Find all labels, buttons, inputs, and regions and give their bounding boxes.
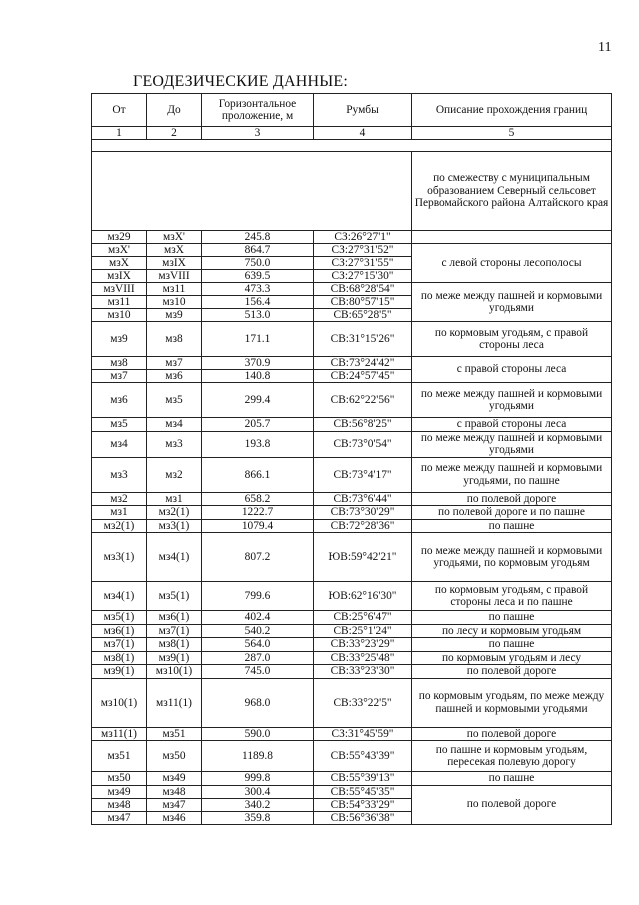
to-cell: мз3 — [147, 431, 202, 457]
description-cell: по полевой дороге — [412, 785, 612, 824]
table-row — [92, 506, 612, 520]
bearing-cell: СВ:56°36'38" — [314, 811, 412, 824]
to-cell: мз1 — [147, 492, 202, 506]
table-row — [92, 231, 612, 244]
distance-cell: 968.0 — [202, 678, 314, 727]
from-cell: мз5(1) — [92, 611, 147, 625]
distance-cell: 359.8 — [202, 811, 314, 824]
description-cell — [412, 231, 612, 244]
table-row — [92, 533, 612, 582]
bearing-cell: ЮВ:59°42'21" — [314, 533, 412, 582]
to-cell: мзX — [147, 244, 202, 257]
distance-cell: 745.0 — [202, 665, 314, 679]
description-cell: по пашне — [412, 638, 612, 652]
empty-cell — [92, 152, 412, 231]
to-cell: мз2 — [147, 457, 202, 492]
description-cell: по полевой дороге — [412, 492, 612, 506]
description-cell: по пашне — [412, 772, 612, 786]
to-cell: мз47 — [147, 798, 202, 811]
table-row — [92, 638, 612, 652]
to-cell: мз11(1) — [147, 678, 202, 727]
from-cell: мз8 — [92, 357, 147, 370]
distance-cell: 473.3 — [202, 283, 314, 296]
distance-cell: 140.8 — [202, 370, 314, 383]
table-row — [92, 785, 612, 798]
bearing-cell: СВ:80°57'15" — [314, 296, 412, 309]
from-cell: мз10 — [92, 309, 147, 322]
bearing-cell: СВ:73°30'29" — [314, 506, 412, 520]
document-title: ГЕОДЕЗИЧЕСКИЕ ДАННЫЕ: — [133, 73, 349, 90]
bearing-cell: ЮВ:62°16'30" — [314, 582, 412, 611]
table-row — [92, 519, 612, 533]
blank-cell — [92, 140, 612, 152]
from-cell: мз7(1) — [92, 638, 147, 652]
to-cell: мз4(1) — [147, 533, 202, 582]
to-cell: мзIX — [147, 257, 202, 270]
bearing-cell: СВ:56°8'25" — [314, 418, 412, 432]
from-cell: мз2 — [92, 492, 147, 506]
to-cell: мз5(1) — [147, 582, 202, 611]
bearing-cell: СВ:24°57'45" — [314, 370, 412, 383]
bearing-cell: СВ:25°1'24" — [314, 624, 412, 638]
distance-cell: 1189.8 — [202, 741, 314, 772]
to-cell: мз2(1) — [147, 506, 202, 520]
from-cell: мз6 — [92, 383, 147, 418]
to-cell: мз9(1) — [147, 651, 202, 665]
description-cell: по меже между пашней и кормовыми угодьями, по кормовым угодьям — [412, 533, 612, 582]
description-cell: по пашне — [412, 519, 612, 533]
bearing-cell: СВ:62°22'56" — [314, 383, 412, 418]
bearing-cell: СВ:72°28'36" — [314, 519, 412, 533]
description-cell: с левой стороны лесополосы — [412, 244, 612, 283]
bearing-cell: СВ:68°28'54" — [314, 283, 412, 296]
to-cell: мз3(1) — [147, 519, 202, 533]
table-row — [92, 322, 612, 357]
bearing-cell: СВ:65°28'5" — [314, 309, 412, 322]
description-cell: по пашне и кормовым угодьям, пересекая полевую дорогу — [412, 741, 612, 772]
to-cell: мз6(1) — [147, 611, 202, 625]
from-cell: мз47 — [92, 811, 147, 824]
description-cell: по кормовым угодьям, с правой стороны леса — [412, 322, 612, 357]
from-cell: мз4 — [92, 431, 147, 457]
col-number: 2 — [147, 127, 202, 140]
bearing-cell: СЗ:27°15'30" — [314, 270, 412, 283]
description-cell: по кормовым угодьям, по меже между пашней и кормовыми угодьями — [412, 678, 612, 727]
column-number-row — [92, 127, 612, 140]
from-cell: мз7 — [92, 370, 147, 383]
bearing-cell: СВ:55°39'13" — [314, 772, 412, 786]
from-cell: мз3(1) — [92, 533, 147, 582]
bearing-cell: СЗ:27°31'52" — [314, 244, 412, 257]
distance-cell: 1079.4 — [202, 519, 314, 533]
bearing-cell: СВ:33°25'48" — [314, 651, 412, 665]
blank-row — [92, 140, 612, 152]
from-cell: мз29 — [92, 231, 147, 244]
from-cell: мз48 — [92, 798, 147, 811]
table-row — [92, 727, 612, 741]
table-row — [92, 582, 612, 611]
description-cell: по меже между пашней и кормовыми угодьями, по пашне — [412, 457, 612, 492]
to-cell: мз9 — [147, 309, 202, 322]
to-cell: мз11 — [147, 283, 202, 296]
from-cell: мз8(1) — [92, 651, 147, 665]
distance-cell: 807.2 — [202, 533, 314, 582]
from-cell: мзX — [92, 257, 147, 270]
description-cell: по пашне — [412, 611, 612, 625]
from-cell: мз49 — [92, 785, 147, 798]
to-cell: мз46 — [147, 811, 202, 824]
header-description: Описание прохождения границ — [412, 94, 612, 127]
description-cell: по полевой дороге — [412, 665, 612, 679]
description-cell: по меже между пашней и кормовыми угодьями — [412, 283, 612, 322]
distance-cell: 864.7 — [202, 244, 314, 257]
intro-description: по смежеству с муниципальным образованием Северный сельсовет Первомайского района Алтайского края — [412, 152, 612, 231]
from-cell: мз11 — [92, 296, 147, 309]
from-cell: мзVIII — [92, 283, 147, 296]
distance-cell: 799.6 — [202, 582, 314, 611]
table-row — [92, 651, 612, 665]
to-cell: мз6 — [147, 370, 202, 383]
to-cell: мз7(1) — [147, 624, 202, 638]
distance-cell: 639.5 — [202, 270, 314, 283]
table-row — [92, 741, 612, 772]
bearing-cell: СВ:33°23'29" — [314, 638, 412, 652]
distance-cell: 205.7 — [202, 418, 314, 432]
to-cell: мз10 — [147, 296, 202, 309]
bearing-cell: СЗ:27°31'55" — [314, 257, 412, 270]
to-cell: мз48 — [147, 785, 202, 798]
distance-cell: 340.2 — [202, 798, 314, 811]
table-row — [92, 383, 612, 418]
distance-cell: 513.0 — [202, 309, 314, 322]
table-row — [92, 283, 612, 296]
table-row — [92, 678, 612, 727]
distance-cell: 402.4 — [202, 611, 314, 625]
table-row — [92, 665, 612, 679]
description-cell: по полевой дороге — [412, 727, 612, 741]
bearing-cell: СВ:73°24'42" — [314, 357, 412, 370]
header-from: От — [92, 94, 147, 127]
bearing-cell: СВ:25°6'47" — [314, 611, 412, 625]
bearing-cell: СВ:31°15'26" — [314, 322, 412, 357]
bearing-cell: СВ:73°6'44" — [314, 492, 412, 506]
distance-cell: 287.0 — [202, 651, 314, 665]
distance-cell: 193.8 — [202, 431, 314, 457]
to-cell: мзVIII — [147, 270, 202, 283]
from-cell: мз6(1) — [92, 624, 147, 638]
description-cell: с правой стороны леса — [412, 357, 612, 383]
bearing-cell: СВ:55°45'35" — [314, 785, 412, 798]
col-number: 5 — [412, 127, 612, 140]
to-cell: мз50 — [147, 741, 202, 772]
bearing-cell: СВ:33°23'30" — [314, 665, 412, 679]
description-cell: по меже между пашней и кормовыми угодьями — [412, 431, 612, 457]
col-number: 3 — [202, 127, 314, 140]
intro-row — [92, 152, 612, 231]
table-row — [92, 431, 612, 457]
distance-cell: 1222.7 — [202, 506, 314, 520]
bearing-cell: СВ:54°33'29" — [314, 798, 412, 811]
from-cell: мз10(1) — [92, 678, 147, 727]
table-row — [92, 492, 612, 506]
header-bearing: Румбы — [314, 94, 412, 127]
to-cell: мз4 — [147, 418, 202, 432]
distance-cell: 658.2 — [202, 492, 314, 506]
description-cell: по полевой дороге и по пашне — [412, 506, 612, 520]
distance-cell: 750.0 — [202, 257, 314, 270]
distance-cell: 171.1 — [202, 322, 314, 357]
table-row — [92, 457, 612, 492]
distance-cell: 156.4 — [202, 296, 314, 309]
table-row — [92, 624, 612, 638]
description-cell: по меже между пашней и кормовыми угодьями — [412, 383, 612, 418]
distance-cell: 540.2 — [202, 624, 314, 638]
bearing-cell: СЗ:26°27'1" — [314, 231, 412, 244]
table-row — [92, 244, 612, 257]
from-cell: мз2(1) — [92, 519, 147, 533]
distance-cell: 370.9 — [202, 357, 314, 370]
from-cell: мз11(1) — [92, 727, 147, 741]
to-cell: мз10(1) — [147, 665, 202, 679]
from-cell: мзIX — [92, 270, 147, 283]
to-cell: мз8(1) — [147, 638, 202, 652]
bearing-cell: СВ:55°43'39" — [314, 741, 412, 772]
from-cell: мз5 — [92, 418, 147, 432]
table-header-row — [92, 94, 612, 127]
from-cell: мз1 — [92, 506, 147, 520]
description-cell: по кормовым угодьям и лесу — [412, 651, 612, 665]
from-cell: мзX' — [92, 244, 147, 257]
from-cell: мз3 — [92, 457, 147, 492]
col-number: 1 — [92, 127, 147, 140]
header-to: До — [147, 94, 202, 127]
from-cell: мз50 — [92, 772, 147, 786]
to-cell: мз49 — [147, 772, 202, 786]
distance-cell: 999.8 — [202, 772, 314, 786]
distance-cell: 590.0 — [202, 727, 314, 741]
page-number: 11 — [598, 40, 612, 55]
to-cell: мз51 — [147, 727, 202, 741]
distance-cell: 564.0 — [202, 638, 314, 652]
col-number: 4 — [314, 127, 412, 140]
bearing-cell: СВ:73°4'17" — [314, 457, 412, 492]
to-cell: мз7 — [147, 357, 202, 370]
from-cell: мз51 — [92, 741, 147, 772]
table-row — [92, 418, 612, 432]
from-cell: мз9(1) — [92, 665, 147, 679]
description-cell: с правой стороны леса — [412, 418, 612, 432]
table-row — [92, 772, 612, 786]
header-distance: Горизонтальное проложение, м — [202, 94, 314, 127]
distance-cell: 245.8 — [202, 231, 314, 244]
description-cell: по лесу и кормовым угодьям — [412, 624, 612, 638]
distance-cell: 866.1 — [202, 457, 314, 492]
table-row — [92, 357, 612, 370]
geodetic-data-table — [91, 93, 612, 825]
bearing-cell: СВ:73°0'54" — [314, 431, 412, 457]
to-cell: мзX' — [147, 231, 202, 244]
distance-cell: 299.4 — [202, 383, 314, 418]
bearing-cell: СВ:33°22'5" — [314, 678, 412, 727]
to-cell: мз5 — [147, 383, 202, 418]
from-cell: мз4(1) — [92, 582, 147, 611]
from-cell: мз9 — [92, 322, 147, 357]
description-cell: по кормовым угодьям, с правой стороны леса и по пашне — [412, 582, 612, 611]
bearing-cell: СЗ:31°45'59" — [314, 727, 412, 741]
distance-cell: 300.4 — [202, 785, 314, 798]
to-cell: мз8 — [147, 322, 202, 357]
table-row — [92, 611, 612, 625]
